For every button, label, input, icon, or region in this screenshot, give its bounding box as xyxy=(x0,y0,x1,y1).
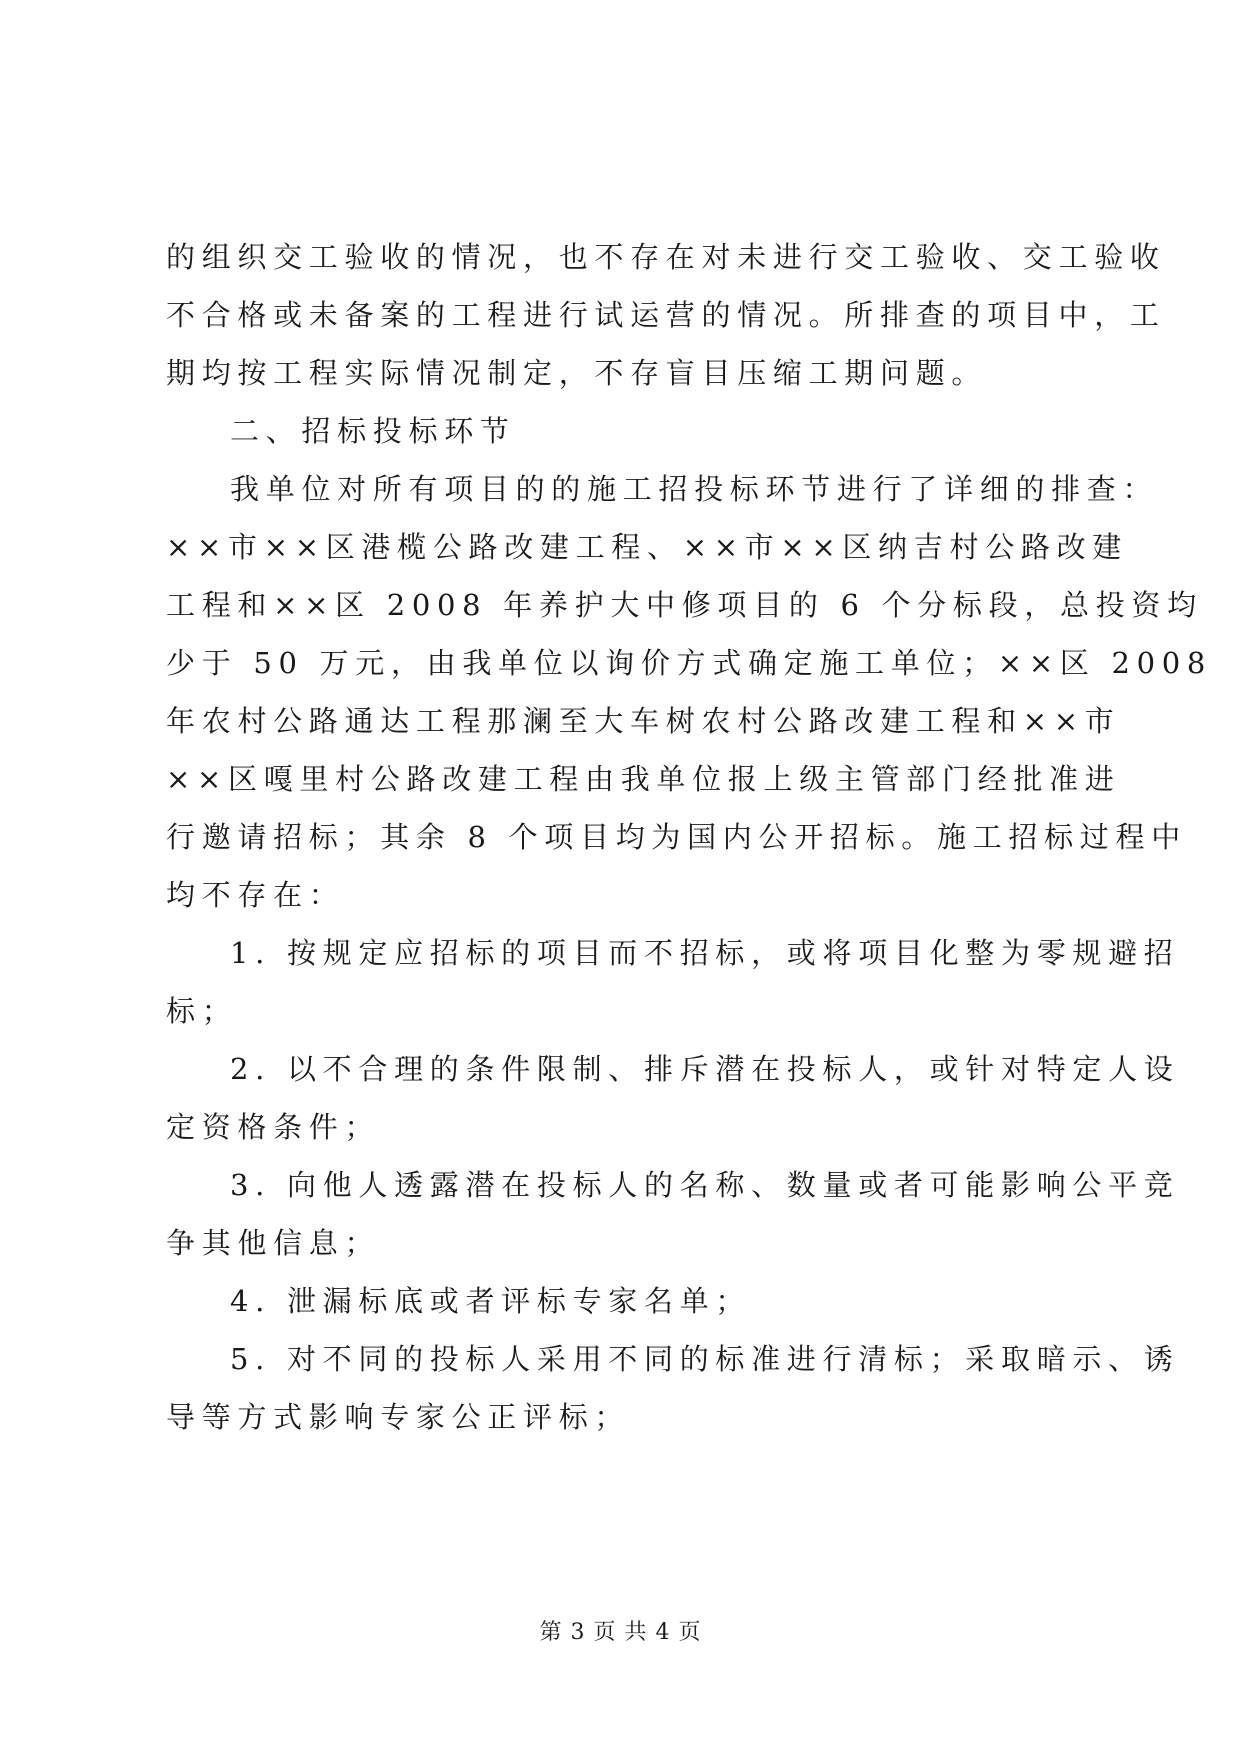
paragraph-line: 工程和××区 2008 年养护大中修项目的 6 个分标段，总投资均 xyxy=(166,588,1203,622)
paragraph-line: 不合格或未备案的工程进行试运营的情况。所排查的项目中，工 xyxy=(166,298,1166,332)
paragraph-line: 的组织交工验收的情况，也不存在对未进行交工验收、交工验收 xyxy=(166,240,1166,274)
paragraph-line: 均不存在： xyxy=(166,878,345,912)
paragraph-line: 我单位对所有项目的的施工招投标环节进行了详细的排查： xyxy=(230,472,1159,506)
list-item-1-continuation: 标； xyxy=(166,994,238,1028)
paragraph-line: 少于 50 万元，由我单位以询价方式确定施工单位；××区 2008 xyxy=(166,646,1213,680)
list-item-3: 3. 向他人透露潜在投标人的名称、数量或者可能影响公平竞 xyxy=(230,1168,1180,1202)
list-item-5-continuation: 导等方式影响专家公正评标； xyxy=(166,1400,631,1434)
list-item-2: 2. 以不合理的条件限制、排斥潜在投标人，或针对特定人设 xyxy=(230,1052,1180,1086)
paragraph-line: ××市××区港榄公路改建工程、××市××区纳吉村公路改建 xyxy=(166,530,1128,564)
list-item-5: 5. 对不同的投标人采用不同的标准进行清标；采取暗示、诱 xyxy=(230,1342,1180,1376)
paragraph-line: 年农村公路通达工程那澜至大车树农村公路改建工程和××市 xyxy=(166,704,1121,738)
list-item-3-continuation: 争其他信息； xyxy=(166,1226,381,1260)
list-item-2-continuation: 定资格条件； xyxy=(166,1110,381,1144)
section-heading: 二、招标投标环节 xyxy=(230,414,516,448)
document-body xyxy=(166,228,1213,1446)
paragraph-line: 期均按工程实际情况制定，不存盲目压缩工期问题。 xyxy=(166,356,988,390)
list-item-4: 4. 泄漏标底或者评标专家名单； xyxy=(230,1284,752,1318)
page-number-footer: 第 3 页 共 4 页 xyxy=(539,1620,702,1645)
paragraph-line: ××区嘎里村公路改建工程由我单位报上级主管部门经批准进 xyxy=(166,762,1121,796)
paragraph-line: 行邀请招标；其余 8 个项目均为国内公开招标。施工招标过程中 xyxy=(166,820,1187,854)
list-item-1: 1. 按规定应招标的项目而不招标，或将项目化整为零规避招 xyxy=(230,936,1180,970)
